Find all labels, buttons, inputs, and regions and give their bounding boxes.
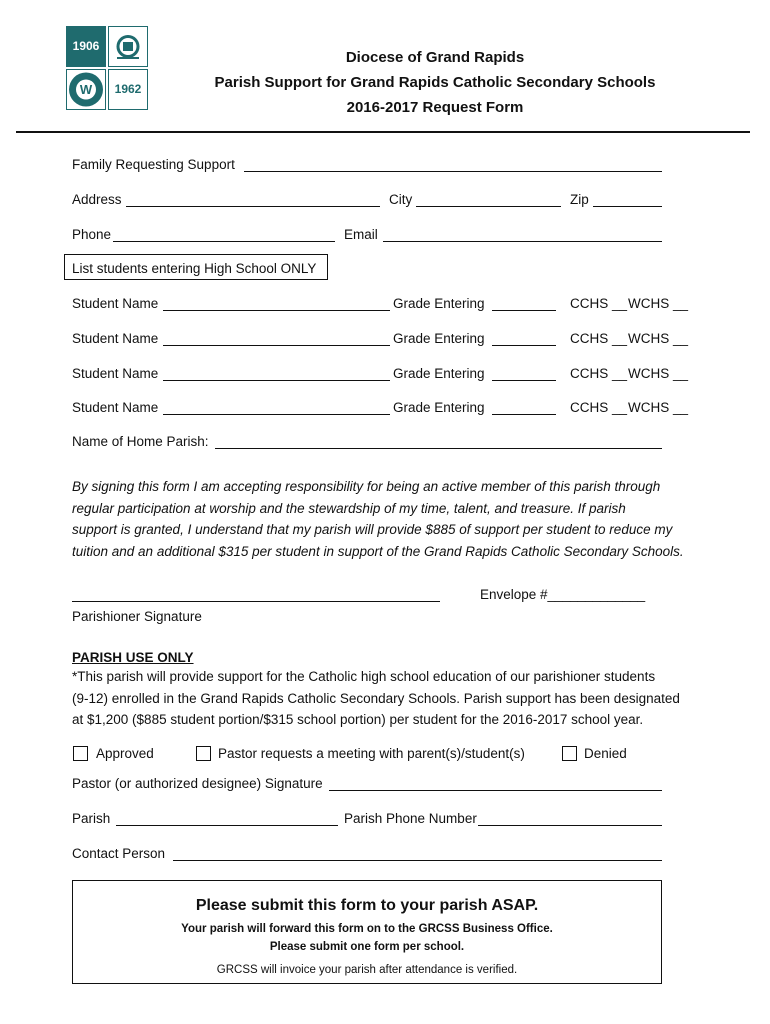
address-label: Address (72, 192, 122, 207)
logo-w-emblem-icon (66, 69, 106, 110)
denied-label: Denied (584, 746, 627, 761)
submit-one-form-line: Please submit one form per school. (269, 941, 465, 953)
email-label: Email (344, 227, 378, 242)
wchs-option[interactable]: WCHS __ (628, 296, 689, 311)
parish-line[interactable] (116, 825, 338, 826)
student-name-label: Student Name (72, 296, 159, 311)
home-parish-label: Name of Home Parish: (72, 434, 209, 449)
parish-use-heading: PARISH USE ONLY (72, 650, 194, 665)
pastor-signature-line[interactable] (329, 790, 662, 791)
grade-label: Grade Entering (393, 400, 485, 415)
cchs-option[interactable]: CCHS __ (570, 331, 628, 346)
family-input-line[interactable] (244, 171, 662, 172)
contact-person-line[interactable] (173, 860, 662, 861)
agreement-line: tuition and an additional $315 per student in support of the Grand Rapids Catholic Secondary Schools. (72, 543, 684, 559)
logo-year-1906: 1906 (66, 26, 106, 67)
students-instruction: List students entering High School ONLY (72, 261, 317, 276)
grade-label: Grade Entering (393, 296, 485, 311)
wchs-option[interactable]: WCHS __ (628, 400, 689, 415)
phone-label: Phone (72, 227, 112, 242)
meeting-checkbox[interactable] (196, 746, 211, 761)
parishioner-signature-line[interactable] (72, 601, 440, 602)
address-input-line[interactable] (126, 206, 380, 207)
agreement-paragraph (72, 476, 712, 562)
zip-label: Zip (570, 192, 589, 207)
grade-line[interactable] (492, 414, 556, 415)
header-divider (16, 131, 750, 133)
zip-input-line[interactable] (593, 206, 662, 207)
denied-checkbox[interactable] (562, 746, 577, 761)
parishioner-signature-label: Parishioner Signature (72, 609, 202, 624)
parish-use-line: *This parish will provide support for the Catholic high school education of our parishioner students (72, 669, 656, 684)
city-label: City (389, 192, 413, 207)
header-program: Parish Support for Grand Rapids Catholic Secondary Schools (214, 74, 656, 91)
family-label: Family Requesting Support (72, 157, 235, 172)
agreement-line: By signing this form I am accepting responsibility for being an active member of this parish through (72, 479, 661, 494)
agreement-line: regular participation at worship and the stewardship of my time, talent, and treasure. If parish (72, 500, 626, 516)
phone-input-line[interactable] (113, 241, 335, 242)
parish-use-paragraph (72, 666, 712, 731)
submit-invoice-note: GRCSS will invoice your parish after attendance is verified. (216, 964, 518, 976)
meeting-label: Pastor requests a meeting with parent(s)/student(s) (218, 746, 525, 761)
cchs-option[interactable]: CCHS __ (570, 366, 628, 381)
submit-heading: Please submit this form to your parish ASAP. (195, 897, 539, 914)
header-diocese: Diocese of Grand Rapids (345, 49, 525, 66)
logo-year-1962: 1962 (108, 69, 148, 110)
grade-line[interactable] (492, 345, 556, 346)
approved-label: Approved (96, 746, 154, 761)
student-name-line[interactable] (163, 310, 390, 311)
home-parish-line[interactable] (215, 448, 662, 449)
student-name-line[interactable] (163, 380, 390, 381)
grade-line[interactable] (492, 310, 556, 311)
grade-label: Grade Entering (393, 331, 485, 346)
parish-use-line: (9-12) enrolled in the Grand Rapids Catholic Secondary Schools. Parish support has been designated (72, 690, 680, 706)
contact-person-label: Contact Person (72, 846, 166, 861)
envelope-label[interactable]: Envelope #_____________ (480, 587, 646, 602)
grade-line[interactable] (492, 380, 556, 381)
submit-forward-line: Your parish will forward this form on to the GRCSS Business Office. (181, 923, 553, 935)
city-input-line[interactable] (416, 206, 561, 207)
email-input-line[interactable] (383, 241, 662, 242)
parish-label: Parish (72, 811, 111, 826)
student-name-label: Student Name (72, 331, 159, 346)
submit-instructions-box (72, 880, 662, 984)
student-name-label: Student Name (72, 366, 159, 381)
approved-checkbox[interactable] (73, 746, 88, 761)
wchs-option[interactable]: WCHS __ (628, 331, 689, 346)
school-logo (66, 26, 148, 110)
cchs-option[interactable]: CCHS __ (570, 400, 628, 415)
logo-emblem-icon (108, 26, 148, 67)
student-name-label: Student Name (72, 400, 159, 415)
parish-phone-label: Parish Phone Number (344, 811, 477, 826)
grade-label: Grade Entering (393, 366, 485, 381)
agreement-line: support is granted, I understand that my parish will provide $885 of support per student to reduce my (72, 522, 673, 537)
cchs-option[interactable]: CCHS __ (570, 296, 628, 311)
parish-use-line: at $1,200 ($885 student portion/$315 school portion) per student for the 2016-2017 school year. (72, 712, 644, 727)
header-form-year: 2016-2017 Request Form (346, 99, 524, 116)
logo-letter: W (79, 82, 93, 97)
wchs-option[interactable]: WCHS __ (628, 366, 689, 381)
pastor-signature-label: Pastor (or authorized designee) Signature (72, 776, 323, 791)
student-name-line[interactable] (163, 414, 390, 415)
student-name-line[interactable] (163, 345, 390, 346)
parish-phone-line[interactable] (478, 825, 662, 826)
